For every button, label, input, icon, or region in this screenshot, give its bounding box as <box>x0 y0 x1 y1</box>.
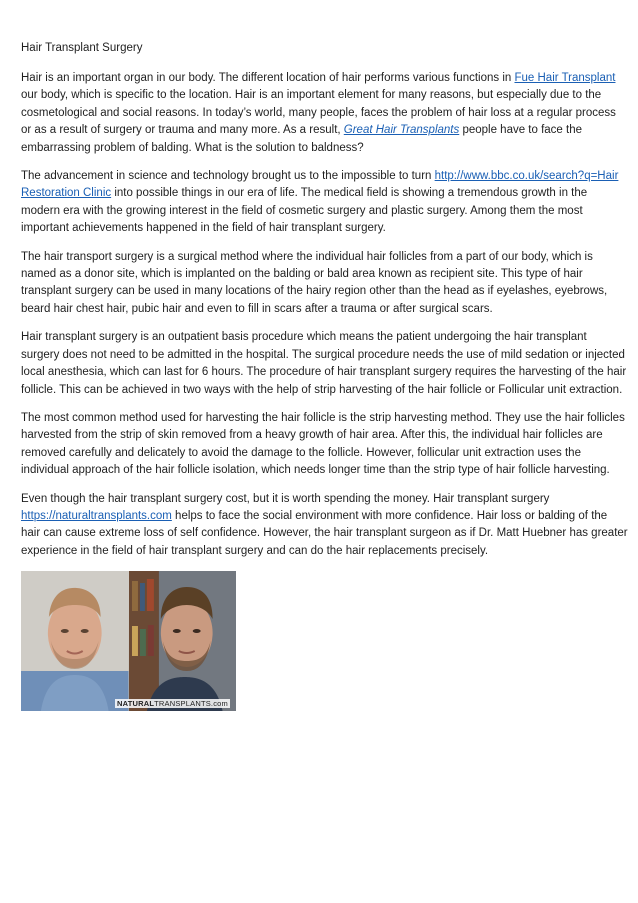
document-title: Hair Transplant Surgery <box>21 42 143 54</box>
text-span: helps to face the social environment with more confidence. Hair loss or balding of the hair can cause extreme loss of self confidence. However, the hair transplant surgeon as if Dr. Matt Huebner has greater experience in the field of hair transplant surgery and can do the hair replacements precisely. <box>21 509 628 557</box>
text-span: into possible things in our era of life. The medical field is showing a tremendous growth in the modern era with the growing interest in the field of cosmetic surgery and plastic surgery. Among them the most important achievements happened in the field of hair transplant surgery. <box>21 187 588 235</box>
paragraph-intro <box>21 70 628 157</box>
paragraph-method: The hair transport surgery is a surgical method where the individual hair follicles from a part of our body, which is named as a donor site, which is implanted on the balding or bald area known as recipient site. This type of hair transplant surgery can be used in many locations of the hairy region other than the head as if eyelashes, eyebrows, beard hair chest hair, pubic hair and even to fill in scars after a trauma or after surgical scars. <box>21 250 608 315</box>
text-span: Even though the hair transplant surgery cost, but it is worth spending the money. Hair transplant surgery <box>21 492 550 505</box>
paragraph-outpatient: Hair transplant surgery is an outpatient basis procedure which means the patient undergoing the hair transplant surgery does not need to be admitted in the hospital. The surgical procedure needs the use of mild sedation or injected local anesthesia, which can last for 6 hours. The procedure of hair transplant surgery requires the harvesting of the hair follicle. This can be achieved in two ways with the help of strip harvesting of the hair follicle or Follicular unit extraction. <box>21 331 627 396</box>
image-watermark <box>115 699 230 708</box>
fue-hair-transplant-link[interactable]: Fue Hair Transplant <box>514 72 616 84</box>
text-span: our body, which is specific to the location. Hair is an important element for many reasons, but especially due to the cosmetological and social reasons. In today’s world, many people, faces the problem of hair loss at a regular process or as a result of surgery or trauma and many more. As a result, <box>21 89 616 137</box>
text-span: Hair is an important organ in our body. The different location of hair performs various functions in <box>21 72 515 84</box>
watermark-bold: NATURAL <box>117 699 155 709</box>
after-face-illustration <box>129 571 237 711</box>
great-hair-transplants-link[interactable]: Great Hair Transplants <box>343 124 460 137</box>
before-photo <box>21 571 129 711</box>
naturaltransplants-link[interactable]: https://naturaltransplants.com <box>21 509 172 522</box>
paragraph-harvesting: The most common method used for harvesting the hair follicle is the strip harvesting method. They use the hair follicles harvested from the strip of skin removed from a heavy growth of hair area. After this, the individual hair follicles are removed carefully and delicately to avoid the damage to the follicle. However, follicular unit extraction uses the individual approach of the hair follicle isolation, which needs longer time than the strip type of hair follicle harvesting. <box>21 411 625 477</box>
bbc-search-link[interactable]: http://www.bbc.co.uk/search?q=Hair Restoration Clinic <box>21 170 619 200</box>
watermark-light: TRANSPLANTS.com <box>154 699 228 709</box>
paragraph-advancement <box>21 168 628 238</box>
text-span: The advancement in science and technology brought us to the impossible to turn <box>21 170 435 183</box>
paragraph-cost <box>21 491 628 561</box>
before-face-illustration <box>21 571 129 711</box>
after-photo <box>129 571 237 711</box>
text-span: people have to face the embarrassing problem of balding. What is the solution to baldness? <box>21 124 583 154</box>
before-after-photo <box>21 571 236 711</box>
